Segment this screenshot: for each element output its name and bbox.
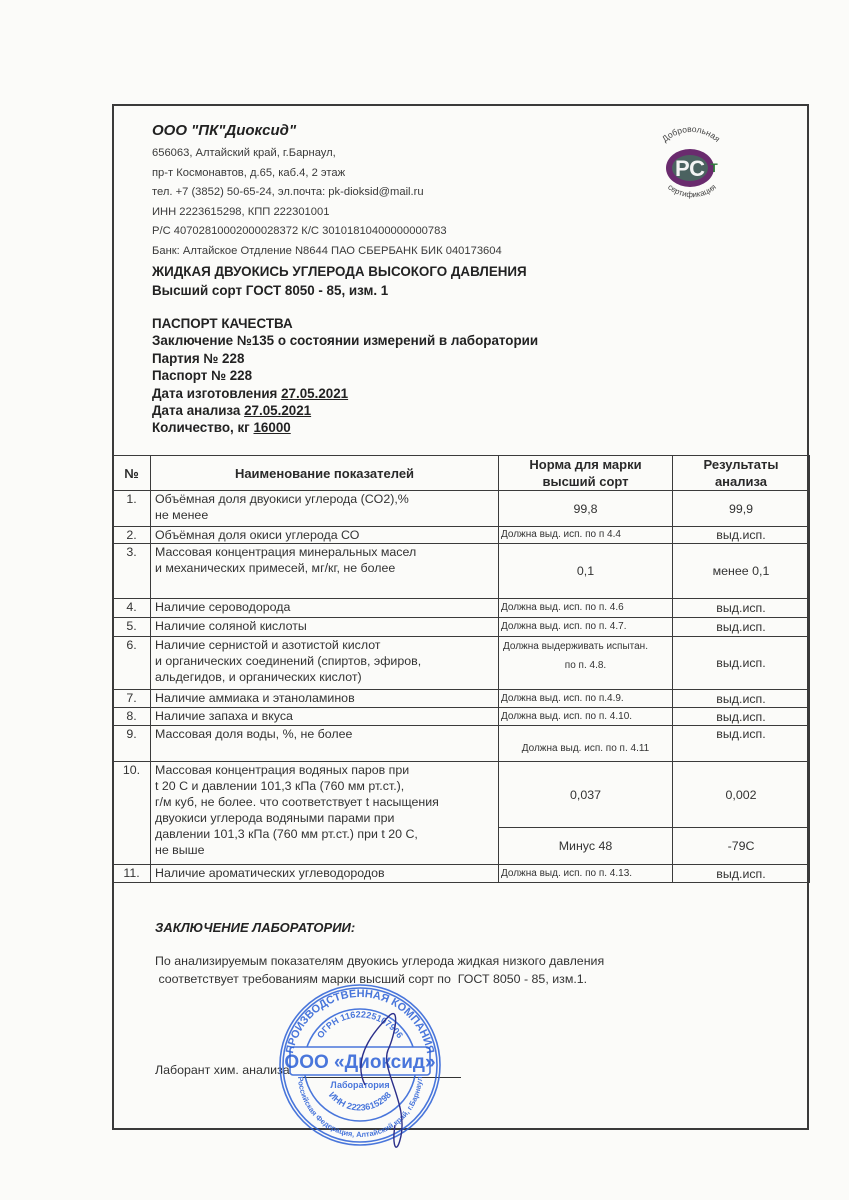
indicator-name [151,491,499,527]
indicator-line: Наличие соляной кислоты [155,619,307,633]
manufacture-date-label: Дата изготовления [152,385,282,401]
header-norm [499,456,673,491]
product-grade: Высший сорт ГОСТ 8050 - 85, изм. 1 [152,283,389,298]
indicator-line: давлении 101,3 кПа (760 мм рт.ст.) при t 20 С, [155,827,418,841]
result-value: выд.исп. [673,726,810,762]
indicator-line: Объёмная доля окиси углерода СО [155,528,360,542]
quality-indicators-table [112,455,810,883]
norm-value: 99,8 [499,491,673,527]
norm-value: Должна выд. исп. по п.4.9. [499,690,673,708]
norm-value: Должна выд. исп. по п. 4.6 [499,599,673,618]
row-number: 4. [113,599,151,618]
indicator-name [151,544,499,599]
indicator-line: и органических соединений (спиртов, эфиров, [155,654,422,668]
company-stamp-icon [270,975,450,1155]
svg-text:ПРОИЗВОДСТВЕННАЯ КОМПАНИЯ: ПРОИЗВОДСТВЕННАЯ КОМПАНИЯ [284,987,436,1055]
indicator-line: двуокиси углерода водяными парами при [155,811,395,825]
table-row [113,491,810,527]
conclusion-number: Заключение №135 о состоянии измерений в лаборатории [152,333,539,349]
row-number: 5. [113,618,151,637]
result-value: выд.исп. [673,708,810,726]
svg-text:ИНН 2223615298: ИНН 2223615298 [326,1089,394,1113]
quantity-label: Количество, кг [152,420,254,436]
norm-line: по п. 4.8. [564,660,607,671]
lab-conclusion-heading: ЗАКЛЮЧЕНИЕ ЛАБОРАТОРИИ: [155,920,356,935]
manufacture-date-row [152,385,538,402]
company-bank: Банк: Алтайское Отдление N8644 ПАО СБЕРБАНК БИК 040173604 [152,244,502,257]
signature-label: Лаборант хим. анализа [155,1063,290,1077]
indicator-line: Наличие аммиака и этаноламинов [155,691,355,705]
indicator-name [151,690,499,708]
indicator-name [151,599,499,618]
indicator-name [151,527,499,544]
indicator-line: t 20 С и давлении 101,3 кПа (760 мм рт.ст.), [155,779,405,793]
analysis-date: 27.05.2021 [244,403,312,419]
company-address-line: 656063, Алтайский край, г.Барнаул, [152,147,336,159]
svg-text:Добровольная: Добровольная [659,124,723,144]
row-number: 9. [113,726,151,762]
svg-text:сертификация: сертификация [666,182,718,200]
table-row [113,762,810,828]
indicator-name [151,865,499,883]
analysis-date-row [152,402,538,419]
quantity-value: 16000 [253,420,291,436]
norm-value: Должна выд. исп. по п. 4.10. [499,708,673,726]
result-value: выд.исп. [673,599,810,618]
company-address-line: пр-т Космонавтов, д.65, каб.4, 2 этаж [152,166,346,179]
company-accounts: Р/С 40702810002000028372 К/С 30101810400000000783 [152,225,447,238]
row-number: 6. [113,637,151,690]
header-norm-line: Норма для марки [529,457,642,472]
row-number: 3. [113,544,151,599]
indicator-line: Объёмная доля двуокиси углерода (CO2),% [155,492,409,506]
indicator-line: не менее [155,508,209,522]
norm-value: Должна выд. исп. по п. 4.11 [499,726,673,762]
table-row [113,618,810,637]
norm-line: Должна выдерживать испытан. [503,641,648,652]
norm-value: Должна выд. исп. по п. 4.7. [499,618,673,637]
indicator-line: Наличие сернистой и азотистой кислот [155,638,381,652]
svg-text:ОГРН 1162225107906: ОГРН 1162225107906 [315,1009,406,1041]
result-value: 0,002 [673,762,810,828]
table-row [113,527,810,544]
indicator-line: Наличие сероводорода [155,600,291,614]
indicator-line: не выше [155,843,205,857]
batch-number: Партия № 228 [152,350,245,366]
quantity-row [152,419,538,436]
indicator-line: г/м куб, не более. что соответствует t насыщения [155,795,439,809]
conclusion-line: соответствует требованиям марки высший сорт по ГОСТ 8050 - 85, изм.1. [155,972,588,986]
header-result-line: анализа [714,474,768,489]
passport-heading: ПАСПОРТ КАЧЕСТВА [152,316,293,331]
indicator-line: и механических примесей, мг/кг, не более [155,561,396,575]
row-number: 2. [113,527,151,544]
indicator-name [151,726,499,762]
indicator-line: Массовая концентрация минеральных масел [155,545,417,559]
norm-value: Должна выд. исп. по п 4.4 [499,527,673,544]
indicator-line: Массовая концентрация водяных паров при [155,763,410,777]
company-name: ООО "ПК"Диоксид" [152,122,297,139]
conclusion-line: По анализируемым показателям двуокись углерода жидкая низкого давления [155,954,605,968]
row-number: 11. [113,865,151,883]
table-header-row [113,456,810,491]
result-value: менее 0,1 [673,544,810,599]
table-row [113,637,810,690]
product-title-block [152,262,527,300]
indicator-name [151,708,499,726]
header-indicator-name: Наименование показателей [151,456,499,491]
result-value: 99,9 [673,491,810,527]
norm-value [499,637,673,690]
table-row [113,544,810,599]
analysis-date-label: Дата анализа [152,403,245,419]
table-row [113,599,810,618]
passport-block [152,315,538,437]
norm-value: 0,037 [499,762,673,828]
indicator-name [151,762,499,865]
company-header [152,121,502,262]
product-title: ЖИДКАЯ ДВУОКИСЬ УГЛЕРОДА ВЫСОКОГО ДАВЛЕНИЯ [152,264,527,279]
header-result [673,456,810,491]
row-number: 10. [113,762,151,865]
header-no: № [113,456,151,491]
result-value: выд.исп. [673,637,810,690]
result-value: выд.исп. [673,527,810,544]
table-row [113,726,810,762]
indicator-name [151,637,499,690]
norm-value: Минус 48 [499,828,673,865]
row-number: 8. [113,708,151,726]
result-value: -79С [673,828,810,865]
svg-text:Т: Т [710,161,718,175]
indicator-line: Наличие запаха и вкуса [155,709,293,723]
header-result-line: Результаты [703,457,779,472]
indicator-line: Массовая доля воды, %, не более [155,727,353,741]
indicator-line: Наличие ароматических углеводородов [155,866,385,880]
svg-text:Российская Федерация, Алтайски: Российская Федерация, Алтайский край, г.Барнаул [295,1076,425,1140]
passport-number: Паспорт № 228 [152,368,253,384]
company-contacts: тел. +7 (3852) 50-65-24, эл.почта: pk-dioksid@mail.ru [152,186,424,199]
company-inn-kpp: ИНН 2223615298, КПП 222301001 [152,205,330,218]
table-row [113,865,810,883]
rst-certification-icon [648,124,734,206]
indicator-name [151,618,499,637]
table-row [113,690,810,708]
norm-value: Должна выд. исп. по п. 4.13. [499,865,673,883]
svg-text:ООО «Диоксид»: ООО «Диоксид» [284,1052,436,1073]
result-value: выд.исп. [673,865,810,883]
result-value: выд.исп. [673,618,810,637]
table-row [113,708,810,726]
norm-value: 0,1 [499,544,673,599]
svg-text:Лаборатория: Лаборатория [330,1080,390,1090]
header-norm-line: высший сорт [542,474,629,489]
row-number: 7. [113,690,151,708]
svg-text:РС: РС [674,156,706,181]
indicator-line: альдегидов, и органических кислот) [155,670,362,684]
manufacture-date: 27.05.2021 [281,385,349,401]
result-value: выд.исп. [673,690,810,708]
row-number: 1. [113,491,151,527]
